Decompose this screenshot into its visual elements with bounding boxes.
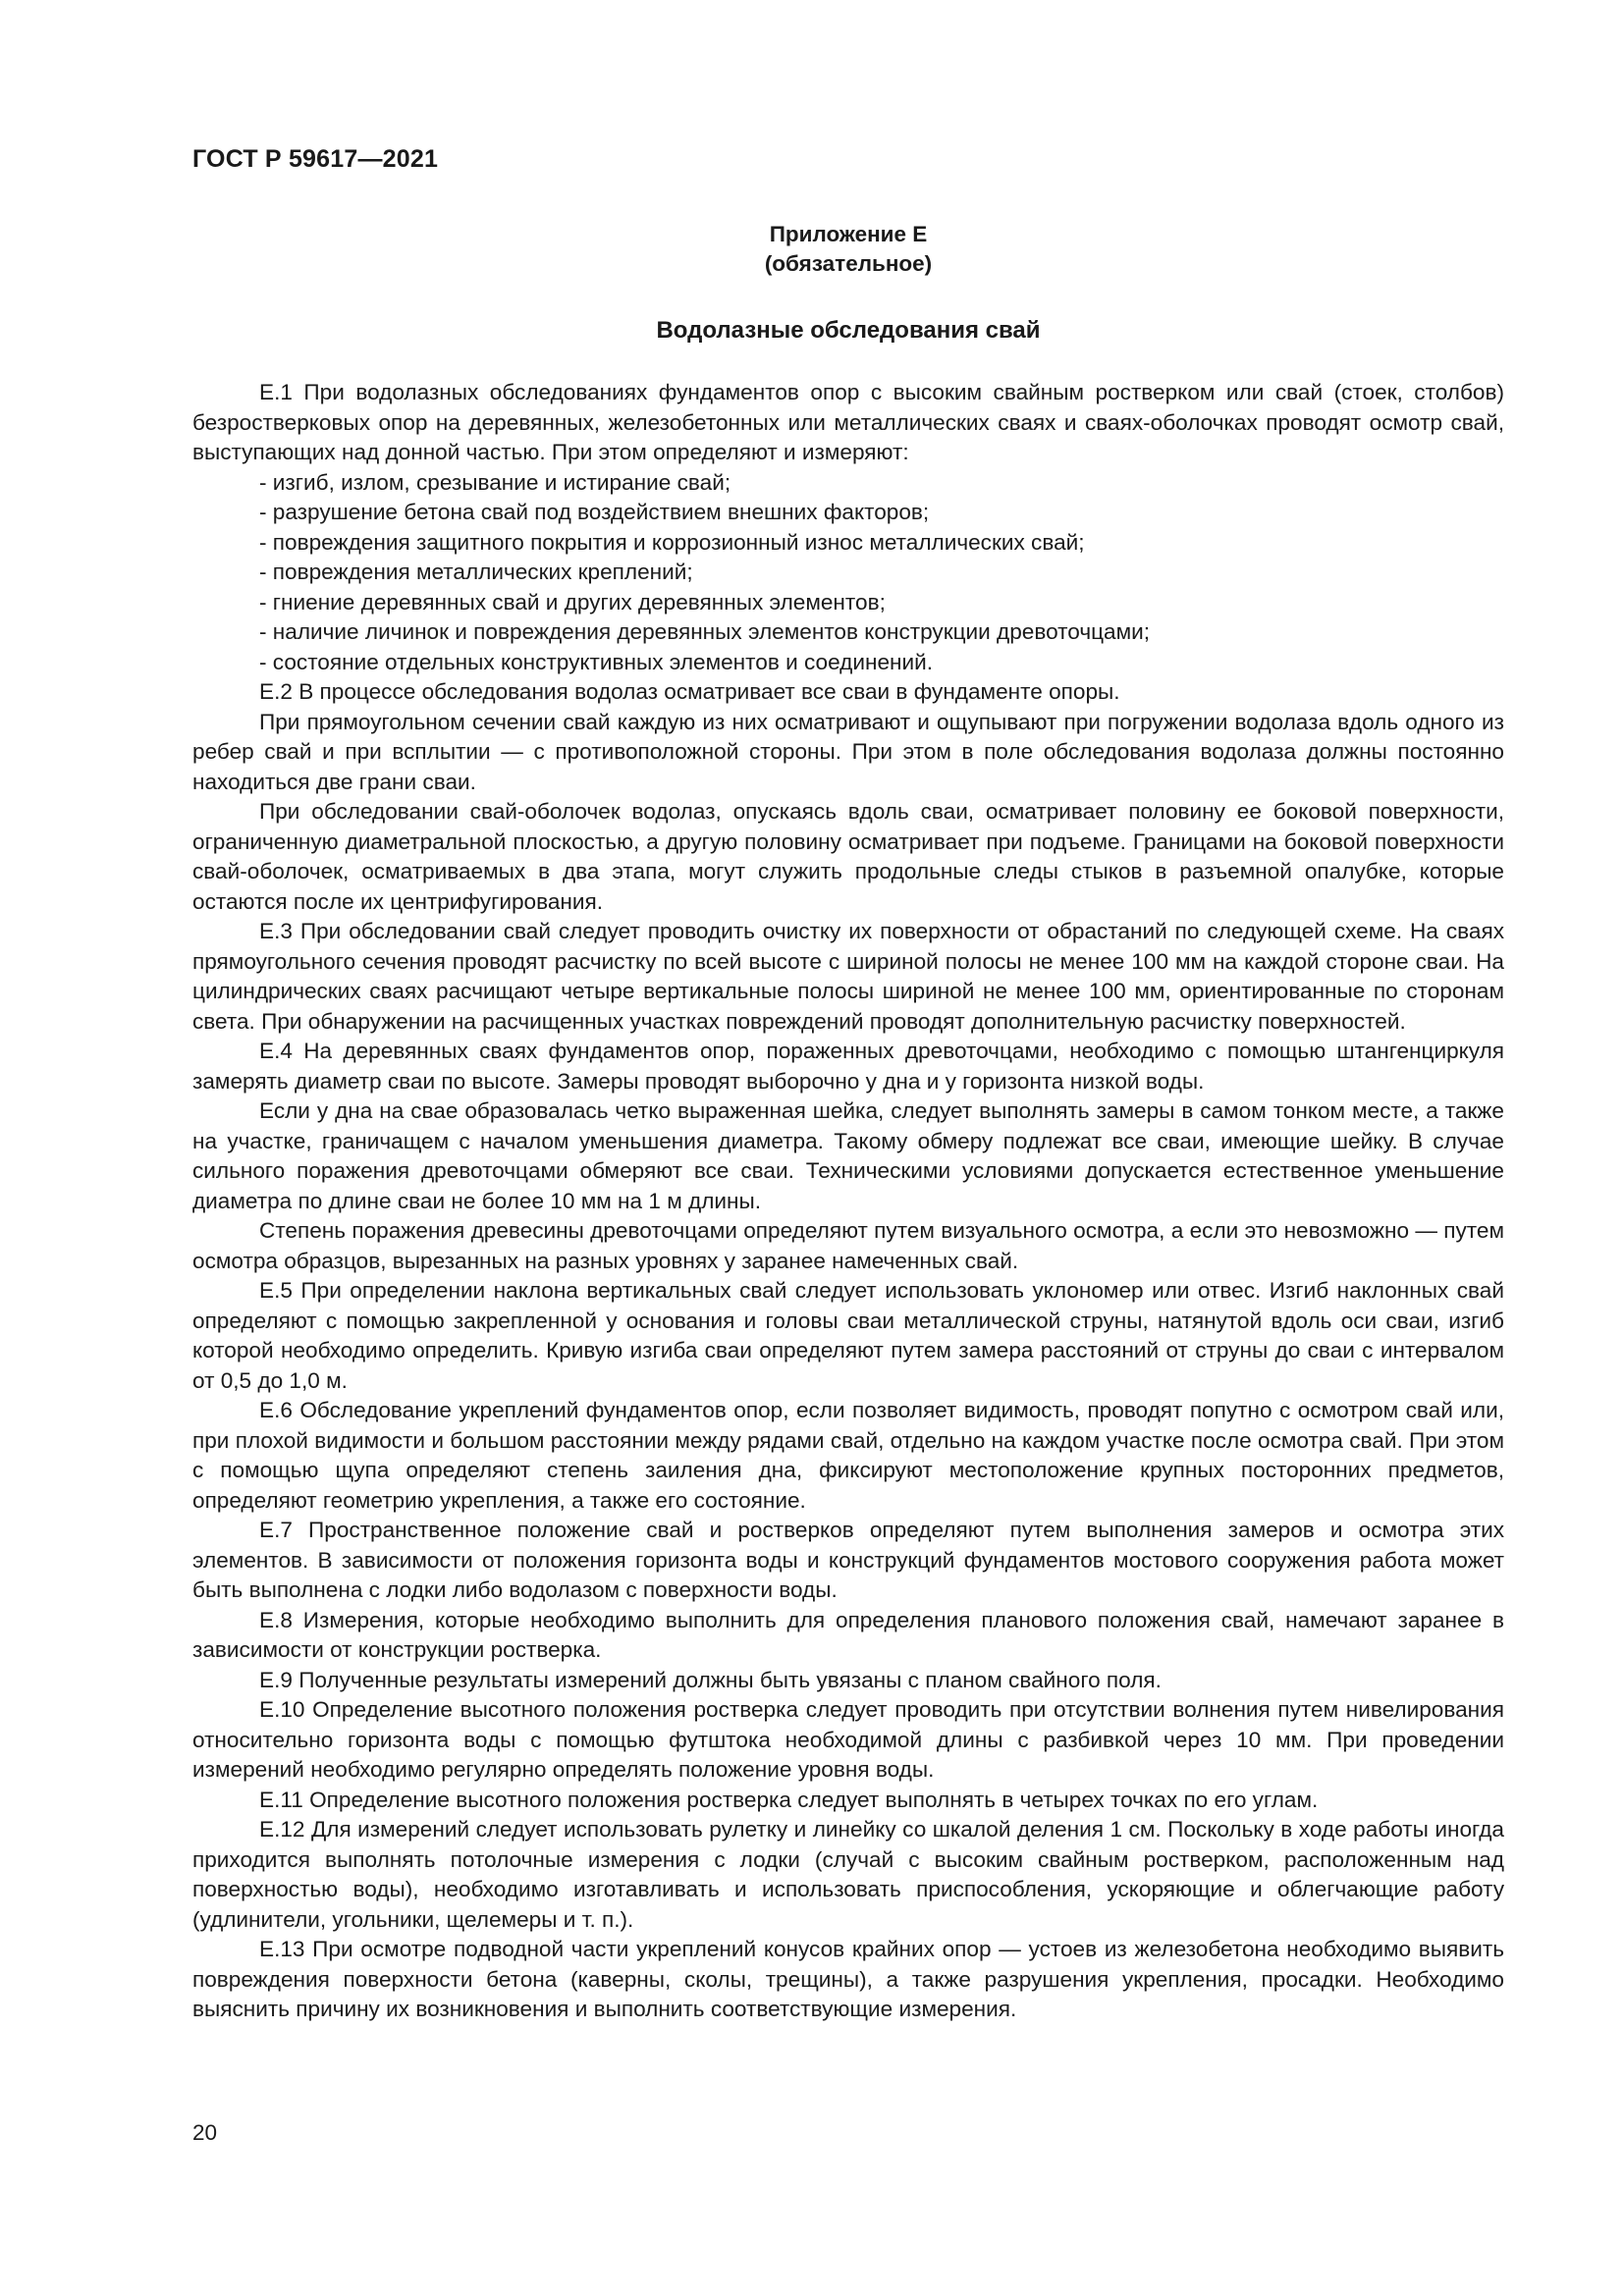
paragraph: Если у дна на свае образовалась четко выраженная шейка, следует выполнять замеры в самом тонком месте, а также на участке, граничащем с началом уменьшения диаметра. Такому обмеру подлежат все сваи, имеющие шейку. В случае сильного поражения древоточцами обмеряют все сваи. Техническими условиями допускается естественное уменьшение диаметра по длине сваи не более 10 мм на 1 м длины. (192, 1098, 1504, 1213)
paragraph: Е.7 Пространственное положение свай и ростверков определяют путем выполнения замеров и осмотра этих элементов. В зависимости от положения горизонта воды и конструкций фундаментов мостового сооружения работа может быть выполнена с лодки либо водолазом с поверхности воды. (192, 1518, 1504, 1602)
paragraph: Е.2 В процессе обследования водолаз осматривает все сваи в фундаменте опоры. (259, 679, 1120, 704)
page-number: 20 (192, 2120, 218, 2145)
list-item: - разрушение бетона свай под воздействием внешних факторов; (259, 500, 930, 524)
paragraph: Е.9 Полученные результаты измерений должны быть увязаны с планом свайного поля. (259, 1667, 1162, 1692)
standard-code-header: ГОСТ Р 59617—2021 (192, 145, 439, 173)
list-item: - изгиб, излом, срезывание и истирание свай; (259, 469, 731, 495)
list-item: - состояние отдельных конструктивных элементов и соединений. (259, 649, 934, 674)
list-item: - наличие личинок и повреждения деревянных элементов конструкции древоточцами; (259, 619, 1151, 644)
list-item: - повреждения защитного покрытия и коррозионный износ металлических свай; (259, 529, 1085, 555)
section-title: Водолазные обследования свай (656, 317, 1041, 344)
document-page (192, 0, 1504, 2296)
paragraph: Е.6 Обследование укреплений фундаментов опор, если позволяет видимость, проводят попутно с осмотром свай или, при плохой видимости и большом расстоянии между рядами свай, отдельно на каждом участке после осмотра свай. При этом с помощью щупа определяют степень заиления дна, фиксируют местоположение крупных посторонних предметов, определяют геометрию укрепления, а также его состояние. (192, 1398, 1504, 1513)
paragraph: Е.12 Для измерений следует использовать рулетку и линейку со шкалой деления 1 см. Поскольку в ходе работы иногда приходится выполнять потолочные измерения с лодки (случай с высоким свайным ростверком, расположенным над поверхностью воды), необходимо изготавливать и использовать приспособления, ускоряющие и облегчающие работу (удлинители, угольники, щелемеры и т. п.). (192, 1817, 1504, 1932)
paragraph: Е.3 При обследовании свай следует проводить очистку их поверхности от обрастаний по следующей схеме. На сваях прямоугольного сечения проводят расчистку по всей высоте с шириной полосы не менее 100 мм на каждой стороне сваи. На цилиндрических сваях расчищают четыре вертикальные полосы шириной не менее 100 мм, ориентированные по сторонам света. При обнаружении на расчищенных участках повреждений проводят дополнительную расчистку поверхностей. (192, 919, 1504, 1034)
paragraph: При прямоугольном сечении свай каждую из них осматривают и ощупывают при погружении водолаза вдоль одного из ребер свай и при всплытии — с противоположной стороны. При этом в поле обследования водолаза должны постоянно находиться две грани сваи. (192, 709, 1504, 794)
list-item: - повреждения металлических креплений; (259, 560, 693, 584)
appendix-heading (192, 220, 1504, 279)
paragraph: Е.4 На деревянных сваях фундаментов опор, пораженных древоточцами, необходимо с помощью штангенциркуля замерять диаметр сваи по высоте. Замеры проводят выборочно у дна и у горизонта низкой воды. (192, 1039, 1504, 1094)
paragraph: Е.5 При определении наклона вертикальных свай следует использовать уклономер или отвес. Изгиб наклонных свай определяют с помощью закрепленной у основания и головы сваи металлической струны, натянутой вдоль оси сваи, изгиб которой необходимо определить. Кривую изгиба сваи определяют путем замера расстояний от струны до сваи с интервалом от 0,5 до 1,0 м. (192, 1278, 1504, 1393)
list-item: - гниение деревянных свай и других деревянных элементов; (259, 589, 886, 614)
paragraph: При обследовании свай-оболочек водолаз, опускаясь вдоль сваи, осматривает половину ее боковой поверхности, ограниченную диаметральной плоскостью, а другую половину осматривает при подъеме. Границами на боковой поверхности свай-оболочек, осматриваемых в два этапа, могут служить продольные следы стыков в разъемной опалубке, которые остаются после их центрифугирования. (192, 799, 1504, 914)
appendix-name: Приложение Е (769, 222, 928, 246)
paragraph: Е.8 Измерения, которые необходимо выполнить для определения планового положения свай, намечают заранее в зависимости от конструкции ростверка. (192, 1607, 1504, 1662)
appendix-status: (обязательное) (764, 251, 933, 276)
paragraph: Е.13 При осмотре подводной части укреплений конусов крайних опор — устоев из железобетона необходимо выявить повреждения поверхности бетона (каверны, сколы, трещины), а также разрушения укрепления, просадки. Необходимо выяснить причину их возникновения и выполнить соответствующие измерения. (192, 1937, 1504, 2021)
document-body (192, 378, 1504, 2025)
paragraph: Е.10 Определение высотного положения ростверка следует проводить при отсутствии волнения путем нивелирования относительно горизонта воды с помощью футштока необходимой длины с разбивкой через 10 мм. При проведении измерений необходимо регулярно определять положение уровня воды. (192, 1697, 1504, 1782)
paragraph: Степень поражения древесины древоточцами определяют путем визуального осмотра, а если это невозможно — путем осмотра образцов, вырезанных на разных уровнях у заранее намеченных свай. (192, 1218, 1504, 1273)
paragraph: Е.11 Определение высотного положения ростверка следует выполнять в четырех точках по его углам. (259, 1787, 1319, 1812)
paragraph: Е.1 При водолазных обследованиях фундаментов опор с высоким свайным ростверком или свай (стоек, столбов) безростверковых опор на деревянных, железобетонных или металлических сваях и сваях-оболочках проводят осмотр свай, выступающих над донной частью. При этом определяют и измеряют: (192, 380, 1504, 464)
